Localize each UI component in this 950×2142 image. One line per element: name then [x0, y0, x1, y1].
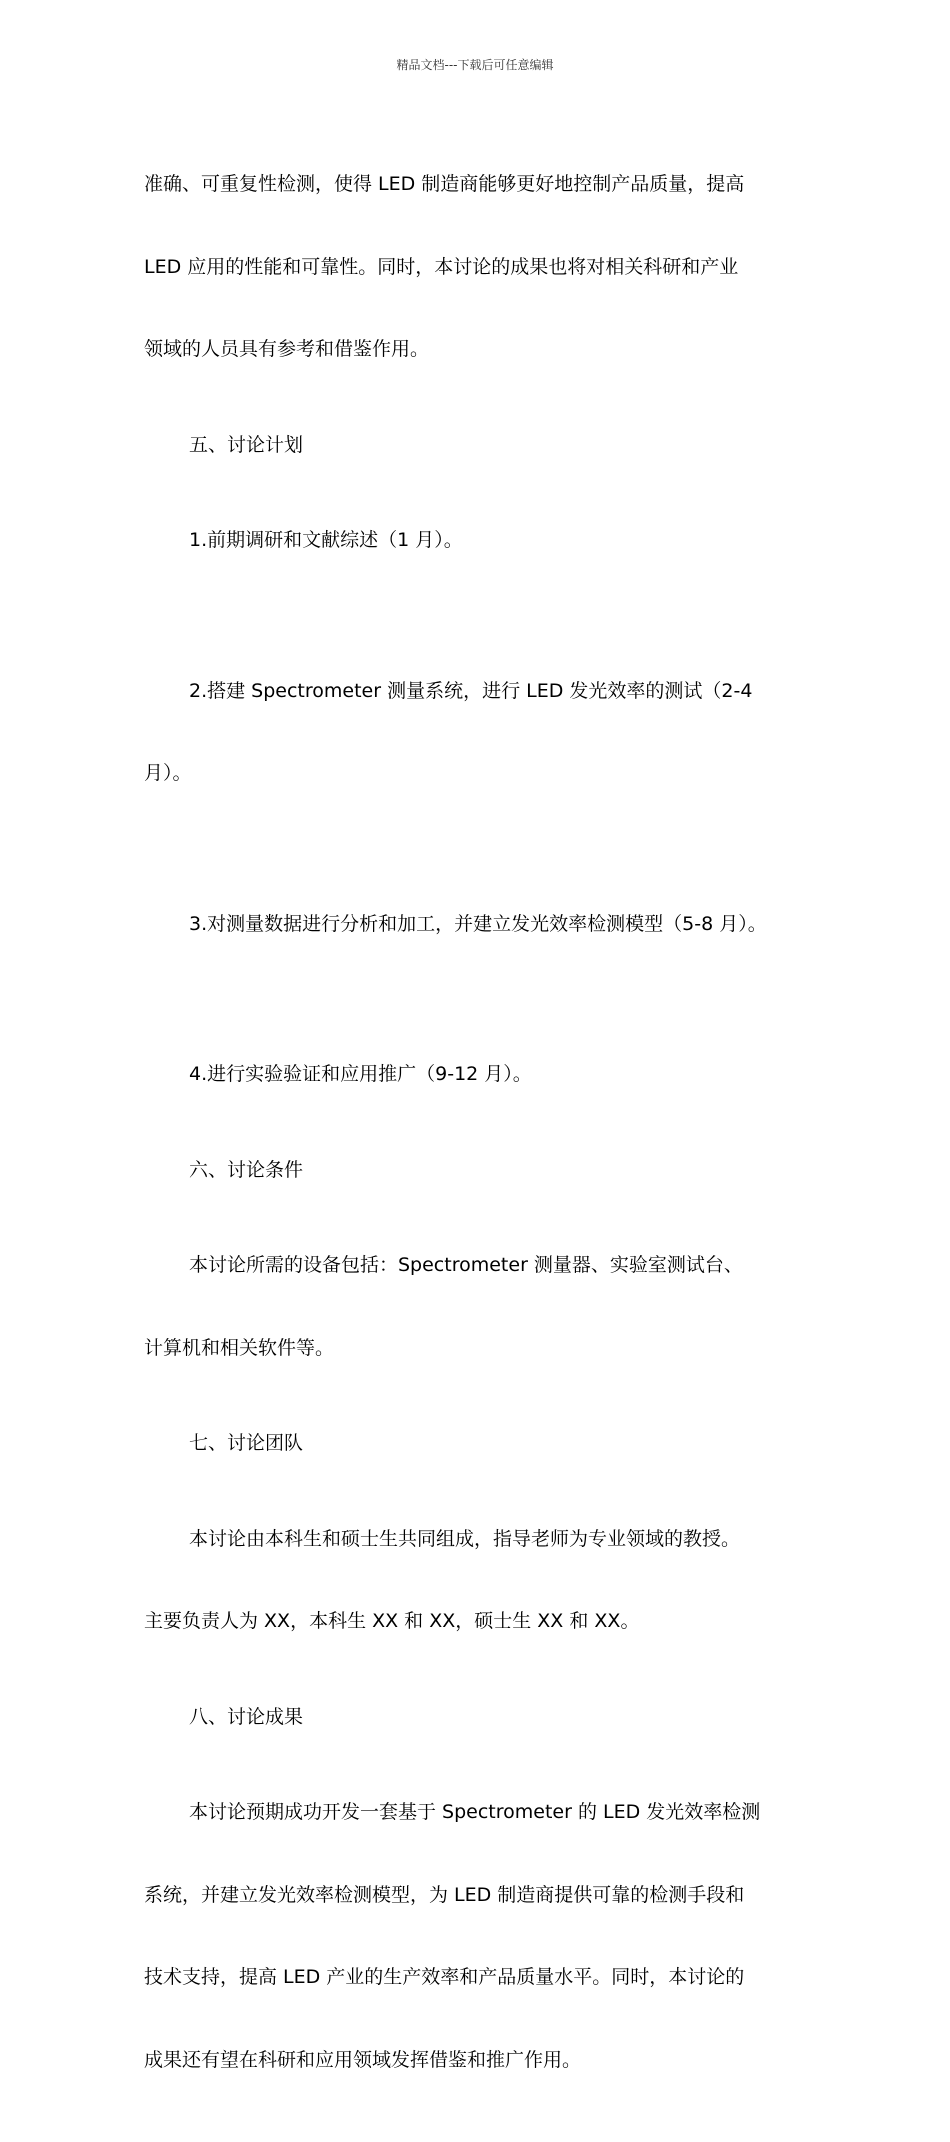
text-line: 系统，并建立发光效率检测模型，为 LED 制造商提供可靠的检测手段和	[144, 1883, 745, 1906]
text-line: 本讨论所需的设备包括：Spectrometer 测量器、实验室测试台、	[189, 1254, 743, 1276]
text-line: 成果还有望在科研和应用领域发挥借鉴和推广作用。	[144, 2048, 582, 2071]
text-line: 本讨论预期成功开发一套基于 Spectrometer 的 LED 发光效率检测	[189, 1801, 761, 1823]
text-line: 3.对测量数据进行分析和加工，并建立发光效率检测模型（5-8 月）。	[189, 912, 767, 935]
plan-item-2	[144, 623, 824, 843]
paragraph-conditions	[144, 1197, 824, 1417]
paragraph-intro-continued	[144, 116, 824, 419]
paragraph-team	[144, 1471, 824, 1691]
text-line: 2.搭建 Spectrometer 测量系统，进行 LED 发光效率的测试（2-4	[189, 679, 753, 702]
plan-item-3	[144, 856, 824, 994]
section-heading-team: 七、讨论团队	[189, 1432, 304, 1454]
text-line: 4.进行实验验证和应用推广（9-12 月）。	[189, 1063, 532, 1085]
section-heading-plan: 五、讨论计划	[189, 433, 304, 456]
section-heading-conditions: 六、讨论条件	[189, 1158, 304, 1181]
text-line: 领域的人员具有参考和借鉴作用。	[144, 338, 430, 360]
text-line: 准确、可重复性检测，使得 LED 制造商能够更好地控制产品质量，提高	[144, 173, 745, 195]
paragraph-results	[144, 1744, 824, 2129]
text-line: LED 应用的性能和可靠性。同时，本讨论的成果也将对相关科研和产业	[144, 255, 739, 278]
page-header: 精品文档---下载后可任意编辑	[396, 58, 554, 72]
plan-item-4	[144, 1006, 824, 1144]
text-line: 计算机和相关软件等。	[144, 1336, 335, 1359]
section-heading-results: 八、讨论成果	[189, 1705, 304, 1728]
plan-item-1	[144, 472, 824, 610]
text-line: 1.前期调研和文献综述（1 月）。	[189, 529, 463, 551]
document-body	[144, 116, 824, 2142]
text-line: 技术支持，提高 LED 产业的生产效率和产品质量水平。同时，本讨论的	[144, 1966, 745, 1988]
text-line: 月）。	[144, 762, 192, 784]
text-line: 本讨论由本科生和硕士生共同组成，指导老师为专业领域的教授。	[189, 1527, 741, 1550]
text-line: 主要负责人为 XX，本科生 XX 和 XX，硕士生 XX 和 XX。	[144, 1610, 640, 1632]
